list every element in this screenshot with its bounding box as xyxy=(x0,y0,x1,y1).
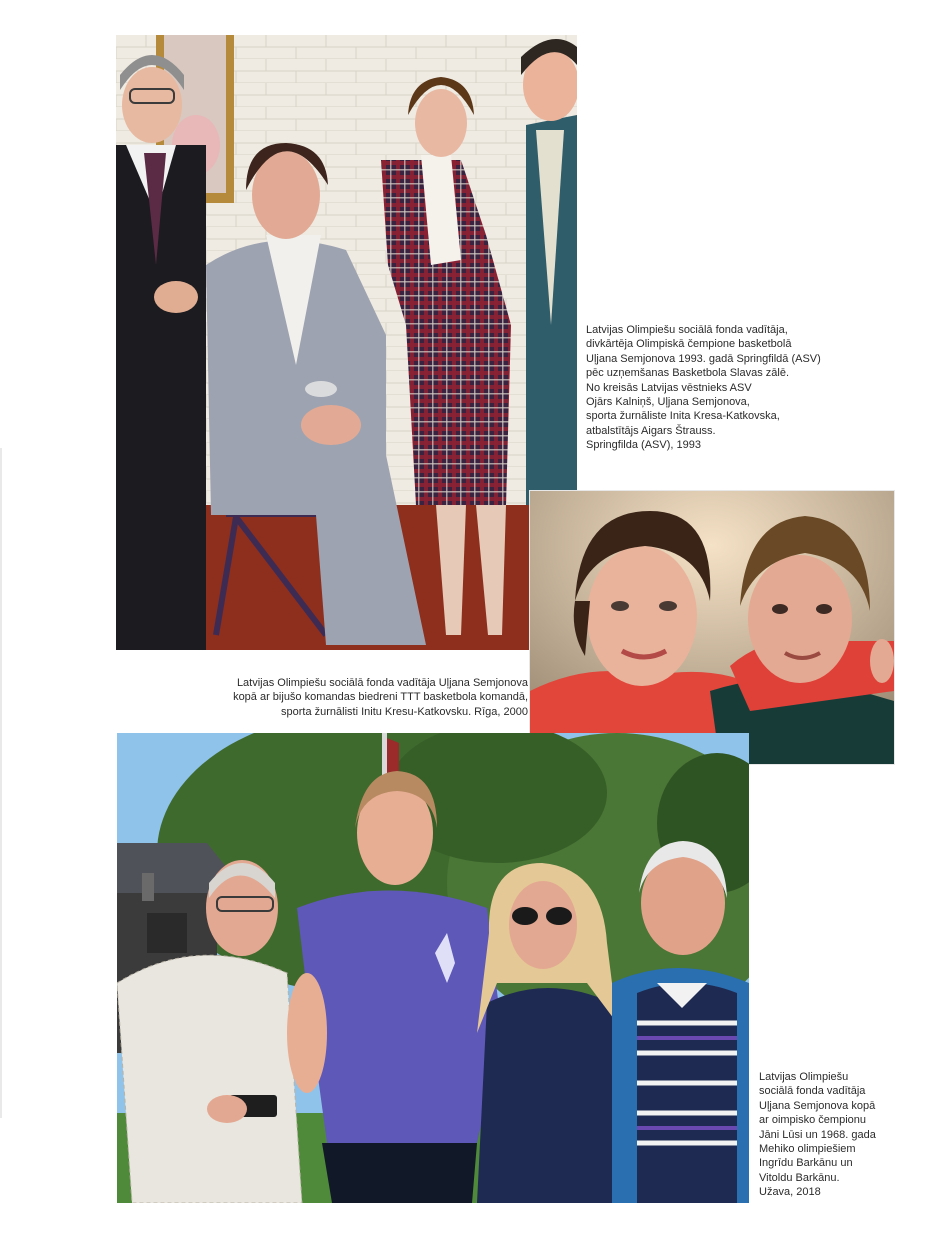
photo-springfield-1993 xyxy=(116,35,577,650)
caption-line: divkārtēja Olimpiskā čempione basketbolā xyxy=(586,338,792,351)
photo-uzava-2018 xyxy=(117,733,749,1203)
photo-riga-2000 xyxy=(529,490,895,765)
caption-line: Ojārs Kalniņš, Uļjana Semjonova, xyxy=(586,396,750,409)
caption-line: pēc uzņemšanas Basketbola Slavas zālē. xyxy=(586,367,790,380)
photo-springfield-image xyxy=(116,35,577,650)
caption-line: No kreisās Latvijas vēstnieks ASV xyxy=(586,381,752,394)
caption-springfield xyxy=(586,323,821,453)
caption-line: sporta žurnālisti Initu Kresu-Katkovsku. Rīga, 2000 xyxy=(280,705,528,718)
caption-line: Uļjana Semjonova 1993. gadā Springfildā (ASV) xyxy=(586,352,821,365)
caption-line: Springfilda (ASV), 1993 xyxy=(586,439,701,452)
caption-line: Mehiko olimpiešiem xyxy=(759,1143,856,1156)
caption-line: Ingrīdu Barkānu un xyxy=(759,1157,853,1170)
caption-line: ar oimpisko čempionu xyxy=(759,1114,866,1127)
caption-riga xyxy=(160,676,528,719)
caption-line: atbalstītājs Aigars Štrauss. xyxy=(586,424,716,437)
photo-uzava-image xyxy=(117,733,749,1203)
page-edge-line xyxy=(0,448,2,1118)
caption-line: Latvijas Olimpiešu xyxy=(759,1071,849,1083)
caption-line: Uļjana Semjonova kopā xyxy=(759,1099,876,1112)
caption-line: Latvijas Olimpiešu sociālā fonda vadītāja Uļjana Semjonova xyxy=(236,677,528,689)
caption-line: Vitoldu Barkānu. xyxy=(759,1171,840,1184)
caption-line: Latvijas Olimpiešu sociālā fonda vadītāja, xyxy=(586,324,788,336)
caption-line: Jāni Lūsi un 1968. gada xyxy=(759,1128,876,1141)
caption-line: sporta žurnāliste Inita Kresa-Katkovska, xyxy=(586,410,780,423)
caption-line: kopā ar bijušo komandas biedreni TTT basketbola komandā, xyxy=(233,691,528,704)
caption-line: sociālā fonda vadītāja xyxy=(759,1085,866,1098)
caption-uzava xyxy=(759,1070,876,1200)
photo-riga-image xyxy=(530,491,894,764)
caption-line: Užava, 2018 xyxy=(759,1186,821,1199)
